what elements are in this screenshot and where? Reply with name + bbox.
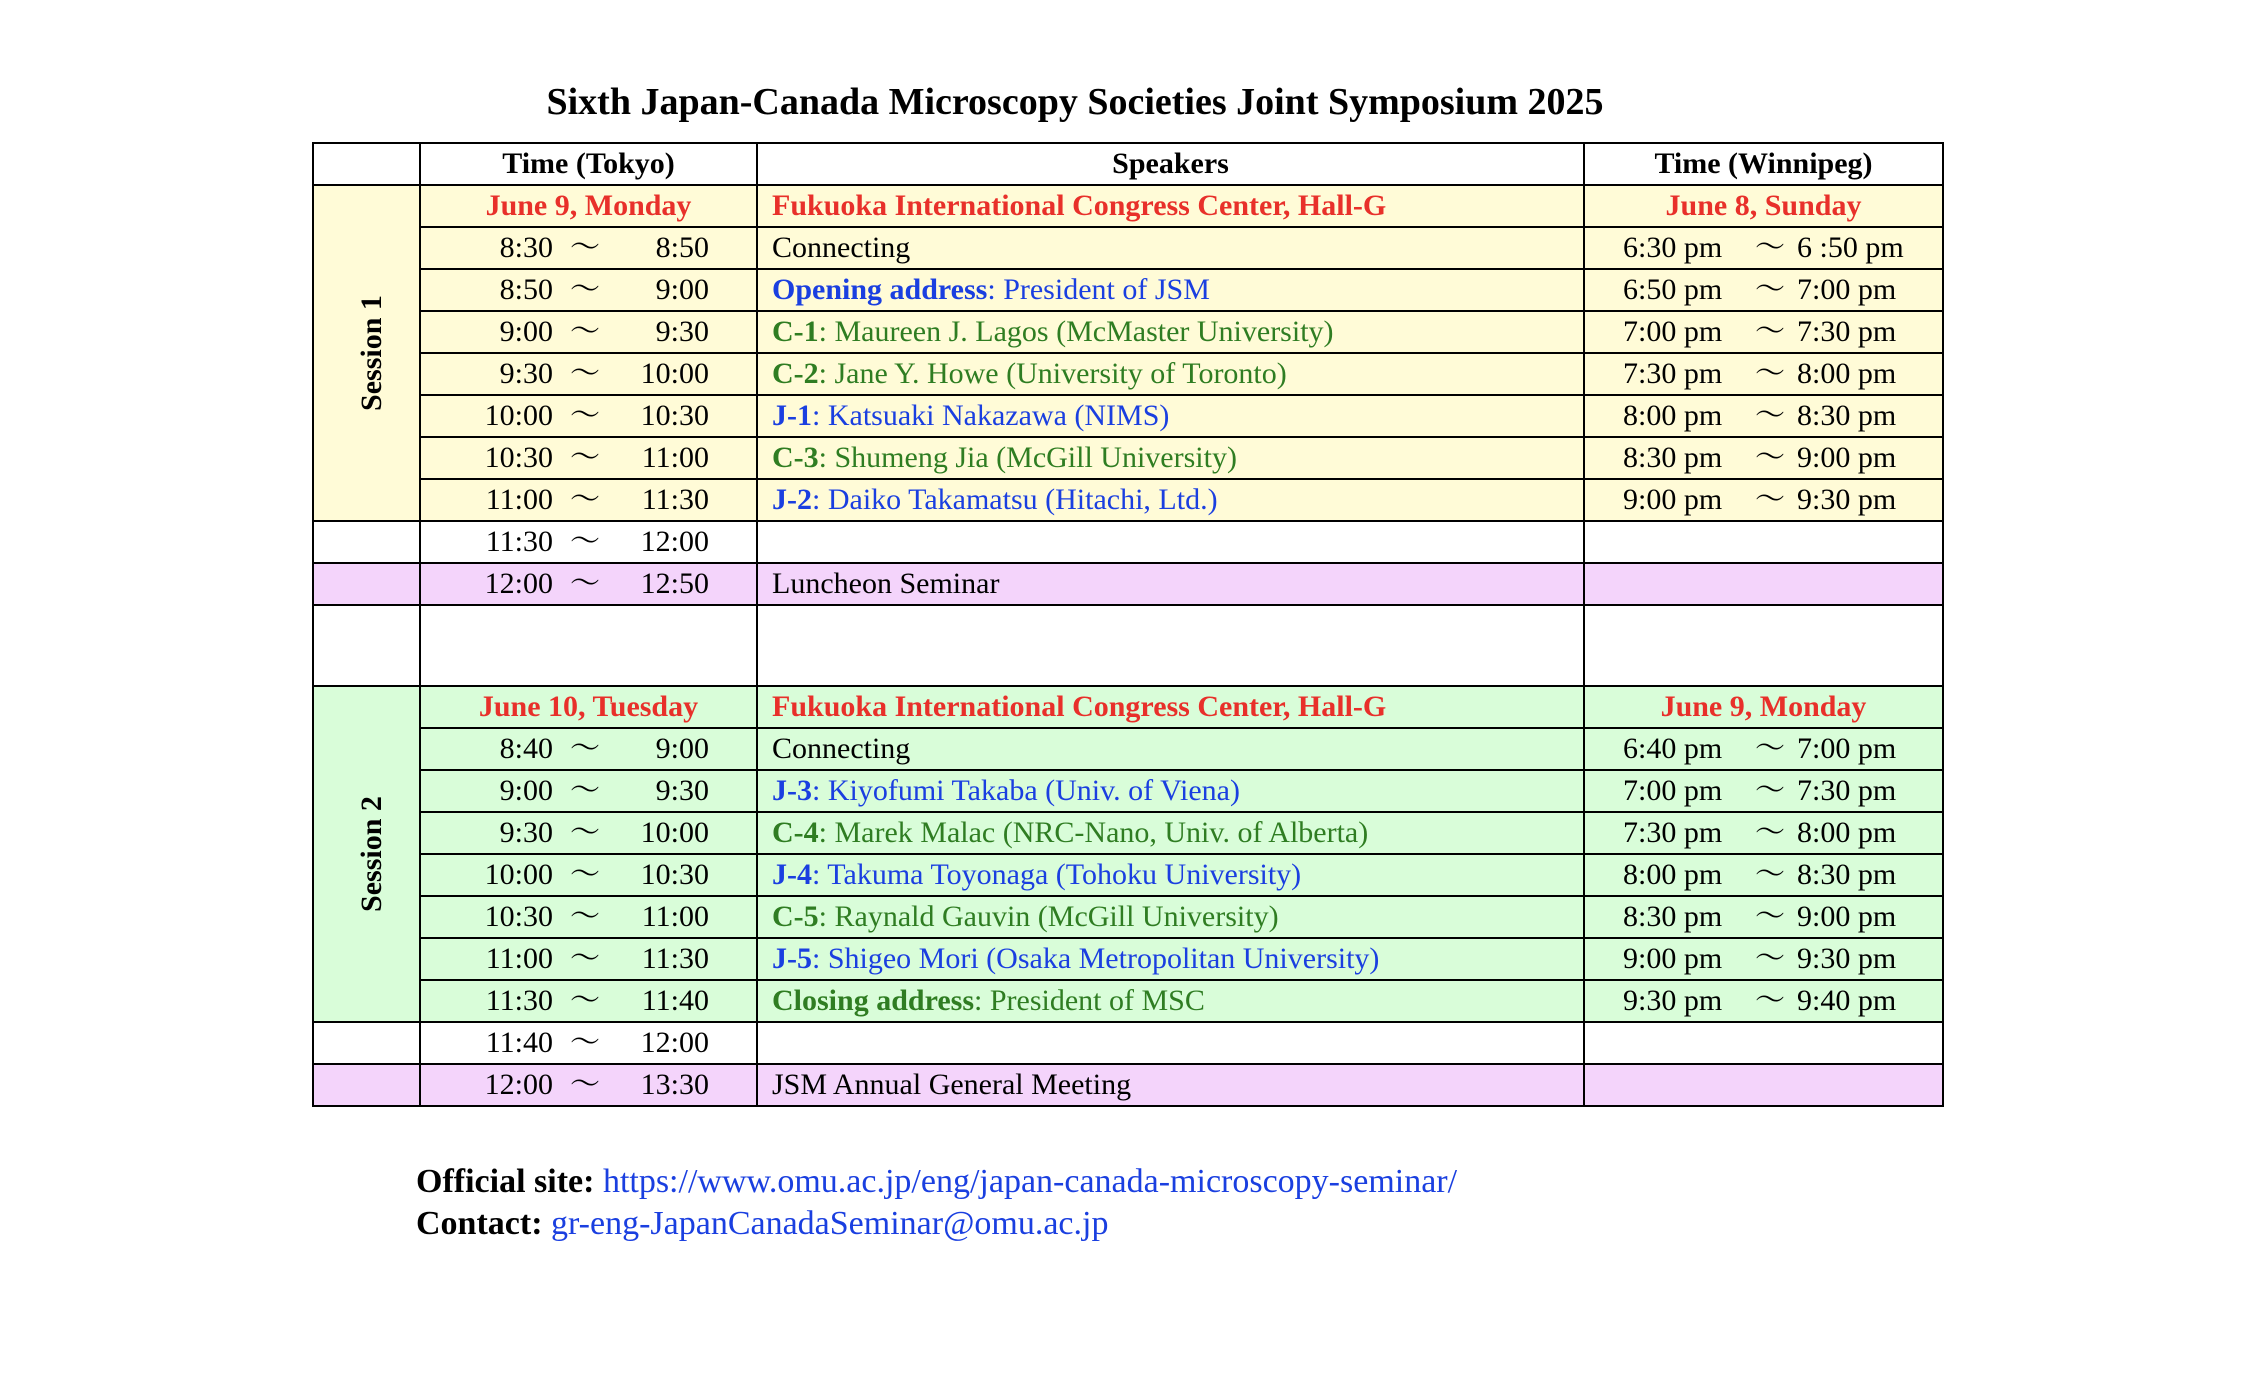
tilde: 〜	[1755, 774, 1785, 807]
winnipeg-start: 8:00 pm	[1623, 399, 1723, 432]
spacer-row	[313, 605, 1943, 686]
blank-cell	[313, 1064, 420, 1106]
header-speakers: Speakers	[757, 143, 1584, 185]
page-title: Sixth Japan-Canada Microscopy Societies Joint Symposium 2025	[546, 81, 1604, 123]
table-row	[313, 728, 1943, 770]
table-row	[313, 269, 1943, 311]
blank-cell	[1584, 521, 1943, 563]
tokyo-start: 11:40	[485, 1026, 553, 1059]
tokyo-end: 12:00	[640, 525, 709, 558]
speaker-name: : Kiyofumi Takaba (Univ. of Viena)	[812, 774, 1240, 807]
session1-date-tokyo: June 9, Monday	[420, 185, 757, 227]
contact-line	[416, 1203, 1108, 1245]
tokyo-start: 12:00	[484, 1068, 553, 1101]
session1-date-winnipeg: June 8, Sunday	[1584, 185, 1943, 227]
speaker-text: Connecting	[772, 732, 911, 765]
tokyo-end: 8:50	[655, 231, 709, 264]
tilde: 〜	[1755, 858, 1785, 891]
winnipeg-start: 9:30 pm	[1623, 984, 1723, 1017]
tilde: 〜	[570, 942, 600, 975]
blank-cell	[1584, 1064, 1943, 1106]
tokyo-start: 8:40	[499, 732, 553, 765]
tokyo-start: 9:30	[499, 816, 553, 849]
tokyo-start: 11:00	[485, 483, 553, 516]
table-row	[313, 938, 1943, 980]
tokyo-end: 9:00	[655, 732, 709, 765]
tokyo-end: 10:30	[640, 399, 709, 432]
winnipeg-start: 8:00 pm	[1623, 858, 1723, 891]
session2-label: Session 2	[354, 796, 388, 912]
speaker-name: : Katsuaki Nakazawa (NIMS)	[812, 399, 1170, 432]
winnipeg-end: 7:00 pm	[1797, 273, 1897, 306]
tilde: 〜	[570, 732, 600, 765]
tokyo-start: 10:30	[484, 900, 553, 933]
tokyo-end: 9:30	[655, 774, 709, 807]
tilde: 〜	[1755, 357, 1785, 390]
tilde: 〜	[570, 816, 600, 849]
speaker-name: : Raynald Gauvin (McGill University)	[818, 900, 1279, 933]
speaker-name: : Jane Y. Howe (University of Toronto)	[818, 357, 1287, 390]
tilde: 〜	[1755, 900, 1785, 933]
session1-label-cell	[313, 185, 420, 521]
tilde: 〜	[570, 483, 600, 516]
tilde: 〜	[570, 1026, 600, 1059]
blank-cell	[313, 563, 420, 605]
speaker-name: : President of JSM	[987, 273, 1210, 306]
tokyo-end: 11:30	[641, 942, 709, 975]
session2-break-row	[313, 1022, 1943, 1064]
tokyo-start: 11:00	[485, 942, 553, 975]
tilde: 〜	[570, 1068, 600, 1101]
contact-email-link[interactable]: gr-eng-JapanCanadaSeminar@omu.ac.jp	[551, 1205, 1109, 1242]
session2-date-row	[313, 686, 1943, 728]
tilde: 〜	[570, 567, 600, 600]
session2-date-winnipeg: June 9, Monday	[1584, 686, 1943, 728]
general-meeting-label: JSM Annual General Meeting	[757, 1064, 1584, 1106]
tilde: 〜	[570, 858, 600, 891]
speaker-name: : Maureen J. Lagos (McMaster University)	[818, 315, 1334, 348]
tokyo-end: 9:00	[655, 273, 709, 306]
speaker-text: Connecting	[772, 231, 911, 264]
winnipeg-end: 9:00 pm	[1797, 900, 1897, 933]
tokyo-start: 10:00	[484, 858, 553, 891]
tokyo-start: 8:30	[499, 231, 553, 264]
tilde: 〜	[1755, 399, 1785, 432]
official-site-label: Official site:	[416, 1163, 595, 1200]
tilde: 〜	[1755, 231, 1785, 264]
table-row	[313, 437, 1943, 479]
tilde: 〜	[570, 399, 600, 432]
tokyo-end: 9:30	[655, 315, 709, 348]
contact-label: Contact:	[416, 1205, 543, 1242]
session2-date-tokyo: June 10, Tuesday	[420, 686, 757, 728]
speaker-code: J-5	[772, 942, 812, 975]
session2-venue: Fukuoka International Congress Center, Hall-G	[757, 686, 1584, 728]
winnipeg-end: 9:40 pm	[1797, 984, 1897, 1017]
speaker-code: J-4	[772, 858, 812, 891]
speaker-code: J-2	[772, 483, 812, 516]
tilde: 〜	[1755, 483, 1785, 516]
blank-cell	[313, 521, 420, 563]
tokyo-end: 12:50	[640, 567, 709, 600]
tilde: 〜	[1755, 441, 1785, 474]
winnipeg-start: 7:00 pm	[1623, 774, 1723, 807]
table-row	[313, 395, 1943, 437]
tokyo-start: 9:00	[499, 774, 553, 807]
tilde: 〜	[1755, 273, 1785, 306]
table-row	[313, 311, 1943, 353]
speaker-code: J-1	[772, 399, 812, 432]
tokyo-end: 11:40	[641, 984, 709, 1017]
blank-cell	[1584, 1022, 1943, 1064]
tilde: 〜	[1755, 942, 1785, 975]
table-row	[313, 896, 1943, 938]
speaker-code: Closing address	[772, 984, 975, 1017]
schedule-table	[312, 142, 1944, 1107]
luncheon-label: Luncheon Seminar	[757, 563, 1584, 605]
winnipeg-start: 7:00 pm	[1623, 315, 1723, 348]
luncheon-row	[313, 563, 1943, 605]
tilde: 〜	[570, 273, 600, 306]
table-row	[313, 854, 1943, 896]
winnipeg-end: 7:30 pm	[1797, 774, 1897, 807]
tokyo-start: 12:00	[484, 567, 553, 600]
table-row	[313, 770, 1943, 812]
speaker-name: : Takuma Toyonaga (Tohoku University)	[812, 858, 1302, 891]
blank-cell	[313, 1022, 420, 1064]
header-blank-cell	[313, 143, 420, 185]
winnipeg-end: 7:00 pm	[1797, 732, 1897, 765]
general-meeting-row	[313, 1064, 1943, 1106]
speaker-name: : President of MSC	[974, 984, 1205, 1017]
speaker-code: C-5	[772, 900, 819, 933]
table-row	[313, 227, 1943, 269]
speaker-code: Opening address	[772, 273, 988, 306]
tilde: 〜	[1755, 816, 1785, 849]
tokyo-end: 12:00	[640, 1026, 709, 1059]
tilde: 〜	[1755, 984, 1785, 1017]
speaker-name: : Shigeo Mori (Osaka Metropolitan University)	[812, 942, 1380, 975]
speaker-code: J-3	[772, 774, 812, 807]
official-site-link[interactable]: https://www.omu.ac.jp/eng/japan-canada-microscopy-seminar/	[602, 1163, 1458, 1200]
table-row	[313, 353, 1943, 395]
winnipeg-end: 9:00 pm	[1797, 441, 1897, 474]
session1-date-row	[313, 185, 1943, 227]
winnipeg-start: 8:30 pm	[1623, 900, 1723, 933]
speaker-name: : Marek Malac (NRC-Nano, Univ. of Alberta)	[818, 816, 1369, 849]
winnipeg-end: 6 :50 pm	[1797, 231, 1904, 264]
tilde: 〜	[570, 900, 600, 933]
tokyo-end: 11:30	[641, 483, 709, 516]
tokyo-end: 11:00	[641, 900, 709, 933]
winnipeg-start: 6:50 pm	[1623, 273, 1723, 306]
winnipeg-start: 9:00 pm	[1623, 942, 1723, 975]
winnipeg-end: 9:30 pm	[1797, 483, 1897, 516]
tokyo-start: 9:30	[499, 357, 553, 390]
tilde: 〜	[570, 315, 600, 348]
speaker-code: C-4	[772, 816, 819, 849]
table-row	[313, 980, 1943, 1022]
tokyo-start: 11:30	[485, 525, 553, 558]
speaker-code: C-1	[772, 315, 819, 348]
session1-label: Session 1	[354, 295, 388, 411]
blank-cell	[757, 521, 1584, 563]
blank-cell	[1584, 563, 1943, 605]
tokyo-end: 10:00	[640, 816, 709, 849]
winnipeg-end: 8:00 pm	[1797, 357, 1897, 390]
speaker-code: C-3	[772, 441, 819, 474]
tokyo-end: 11:00	[641, 441, 709, 474]
winnipeg-end: 9:30 pm	[1797, 942, 1897, 975]
blank-cell	[757, 1022, 1584, 1064]
tokyo-start: 9:00	[499, 315, 553, 348]
winnipeg-start: 7:30 pm	[1623, 816, 1723, 849]
tokyo-start: 8:50	[499, 273, 553, 306]
table-row	[313, 479, 1943, 521]
winnipeg-start: 9:00 pm	[1623, 483, 1723, 516]
tilde: 〜	[570, 231, 600, 264]
winnipeg-end: 7:30 pm	[1797, 315, 1897, 348]
header-time-tokyo: Time (Tokyo)	[420, 143, 757, 185]
winnipeg-end: 8:30 pm	[1797, 399, 1897, 432]
session1-venue: Fukuoka International Congress Center, Hall-G	[757, 185, 1584, 227]
winnipeg-end: 8:30 pm	[1797, 858, 1897, 891]
tilde: 〜	[570, 357, 600, 390]
official-site-line	[416, 1161, 1457, 1203]
session1-break-row	[313, 521, 1943, 563]
header-time-winnipeg: Time (Winnipeg)	[1584, 143, 1943, 185]
tilde: 〜	[570, 774, 600, 807]
tilde: 〜	[1755, 315, 1785, 348]
winnipeg-end: 8:00 pm	[1797, 816, 1897, 849]
tilde: 〜	[1755, 732, 1785, 765]
tokyo-end: 10:30	[640, 858, 709, 891]
winnipeg-start: 6:30 pm	[1623, 231, 1723, 264]
speaker-name: : Shumeng Jia (McGill University)	[818, 441, 1237, 474]
tokyo-end: 13:30	[640, 1068, 709, 1101]
tokyo-start: 10:00	[484, 399, 553, 432]
tokyo-start: 11:30	[485, 984, 553, 1017]
winnipeg-start: 8:30 pm	[1623, 441, 1723, 474]
session2-label-cell	[313, 686, 420, 1022]
table-row	[313, 812, 1943, 854]
tokyo-end: 10:00	[640, 357, 709, 390]
speaker-code: C-2	[772, 357, 819, 390]
tilde: 〜	[570, 984, 600, 1017]
speaker-name: : Daiko Takamatsu (Hitachi, Ltd.)	[812, 483, 1218, 516]
tokyo-start: 10:30	[484, 441, 553, 474]
tilde: 〜	[570, 525, 600, 558]
table-header-row	[313, 143, 1943, 185]
winnipeg-start: 7:30 pm	[1623, 357, 1723, 390]
winnipeg-start: 6:40 pm	[1623, 732, 1723, 765]
tilde: 〜	[570, 441, 600, 474]
